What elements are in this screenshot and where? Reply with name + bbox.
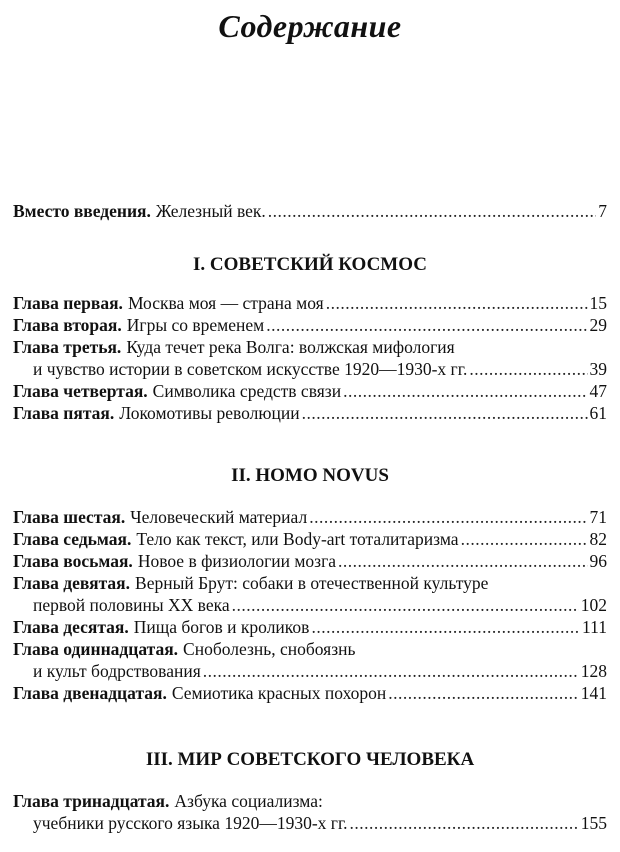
section-heading: I. СОВЕТСКИЙ КОСМОС bbox=[193, 254, 427, 275]
toc-section-1 bbox=[13, 292, 607, 424]
toc-entry[interactable] bbox=[13, 790, 607, 812]
toc-section-3 bbox=[13, 790, 607, 834]
toc-entry-continuation[interactable] bbox=[13, 812, 607, 834]
page-number: 82 bbox=[589, 529, 607, 549]
entry-title: Верный Брут: собаки в отечественной культуре bbox=[135, 573, 489, 593]
entry-title: Символика средств связи bbox=[152, 381, 342, 401]
dot-leader bbox=[388, 682, 578, 704]
entry-title: Человеческий материал bbox=[130, 507, 308, 527]
dot-leader bbox=[309, 506, 587, 528]
page-number: 15 bbox=[589, 293, 607, 313]
page-number: 71 bbox=[589, 507, 607, 527]
dot-leader bbox=[268, 200, 596, 222]
page-number: 111 bbox=[582, 617, 607, 637]
entry-title: первой половины XX века bbox=[33, 595, 230, 615]
dot-leader bbox=[326, 292, 588, 314]
entry-lead: Вместо введения. bbox=[13, 201, 151, 221]
dot-leader bbox=[203, 660, 579, 682]
toc-entry-continuation[interactable] bbox=[13, 660, 607, 682]
page-title: Содержание bbox=[218, 8, 402, 44]
page-number: 102 bbox=[580, 595, 607, 615]
section-heading: III. МИР СОВЕТСКОГО ЧЕЛОВЕКА bbox=[145, 749, 475, 770]
entry-title: Локомотивы революции bbox=[119, 403, 300, 423]
toc-entry-continuation[interactable] bbox=[13, 358, 607, 380]
entry-title: Семиотика красных похорон bbox=[171, 683, 387, 703]
toc-intro bbox=[13, 200, 607, 222]
toc-entry[interactable] bbox=[13, 550, 607, 572]
page-number: 39 bbox=[589, 359, 607, 379]
entry-title: Тело как текст, или Body-art тоталитаризма bbox=[136, 529, 459, 549]
dot-leader bbox=[461, 528, 588, 550]
entry-title: Сноболезнь, снобоязнь bbox=[183, 639, 356, 659]
entry-lead: Глава восьмая. bbox=[13, 551, 133, 571]
toc-entry[interactable] bbox=[13, 572, 607, 594]
toc-entry[interactable] bbox=[13, 682, 607, 704]
dot-leader bbox=[311, 616, 580, 638]
page-number: 61 bbox=[589, 403, 607, 423]
toc-entry[interactable] bbox=[13, 638, 607, 660]
toc-entry[interactable] bbox=[13, 402, 607, 424]
page-number: 96 bbox=[589, 551, 607, 571]
entry-lead: Глава тринадцатая. bbox=[13, 791, 170, 811]
toc-entry[interactable] bbox=[13, 380, 607, 402]
entry-title: Пища богов и кроликов bbox=[133, 617, 310, 637]
entry-title: Москва моя — страна моя bbox=[127, 293, 324, 313]
entry-lead: Глава одиннадцатая. bbox=[13, 639, 179, 659]
dot-leader bbox=[302, 402, 588, 424]
page-number: 128 bbox=[580, 661, 607, 681]
entry-title: и культ бодрствования bbox=[33, 661, 201, 681]
dot-leader bbox=[338, 550, 587, 572]
dot-leader bbox=[232, 594, 579, 616]
toc-entry[interactable] bbox=[13, 506, 607, 528]
entry-title: Железный век. bbox=[155, 201, 266, 221]
entry-lead: Глава первая. bbox=[13, 293, 123, 313]
entry-title: и чувство истории в советском искусстве 1920—1930-х гг. bbox=[33, 359, 468, 379]
toc-entry[interactable] bbox=[13, 616, 607, 638]
section-heading: II. HOMO NOVUS bbox=[231, 465, 389, 486]
entry-title: учебники русского языка 1920—1930-х гг. bbox=[33, 813, 348, 833]
page-number: 7 bbox=[598, 201, 607, 221]
entry-lead: Глава седьмая. bbox=[13, 529, 132, 549]
toc-entry[interactable] bbox=[13, 314, 607, 336]
entry-lead: Глава пятая. bbox=[13, 403, 115, 423]
entry-title: Новое в физиологии мозга bbox=[137, 551, 337, 571]
page-number: 155 bbox=[580, 813, 607, 833]
toc-entry[interactable] bbox=[13, 292, 607, 314]
dot-leader bbox=[266, 314, 587, 336]
entry-lead: Глава двенадцатая. bbox=[13, 683, 167, 703]
dot-leader bbox=[350, 812, 579, 834]
entry-lead: Глава вторая. bbox=[13, 315, 122, 335]
entry-title: Куда течет река Волга: волжская мифология bbox=[126, 337, 455, 357]
entry-title: Игры со временем bbox=[126, 315, 265, 335]
toc-entry[interactable] bbox=[13, 200, 607, 222]
page-number: 47 bbox=[589, 381, 607, 401]
entry-lead: Глава десятая. bbox=[13, 617, 129, 637]
entry-lead: Глава четвертая. bbox=[13, 381, 148, 401]
toc-entry-continuation[interactable] bbox=[13, 594, 607, 616]
toc-section-2 bbox=[13, 506, 607, 704]
dot-leader bbox=[343, 380, 587, 402]
toc-entry[interactable] bbox=[13, 336, 607, 358]
entry-title: Азбука социализма: bbox=[174, 791, 323, 811]
page-number: 29 bbox=[589, 315, 607, 335]
toc-entry[interactable] bbox=[13, 528, 607, 550]
entry-lead: Глава третья. bbox=[13, 337, 122, 357]
entry-lead: Глава девятая. bbox=[13, 573, 131, 593]
page-number: 141 bbox=[580, 683, 607, 703]
entry-lead: Глава шестая. bbox=[13, 507, 126, 527]
dot-leader bbox=[469, 358, 587, 380]
